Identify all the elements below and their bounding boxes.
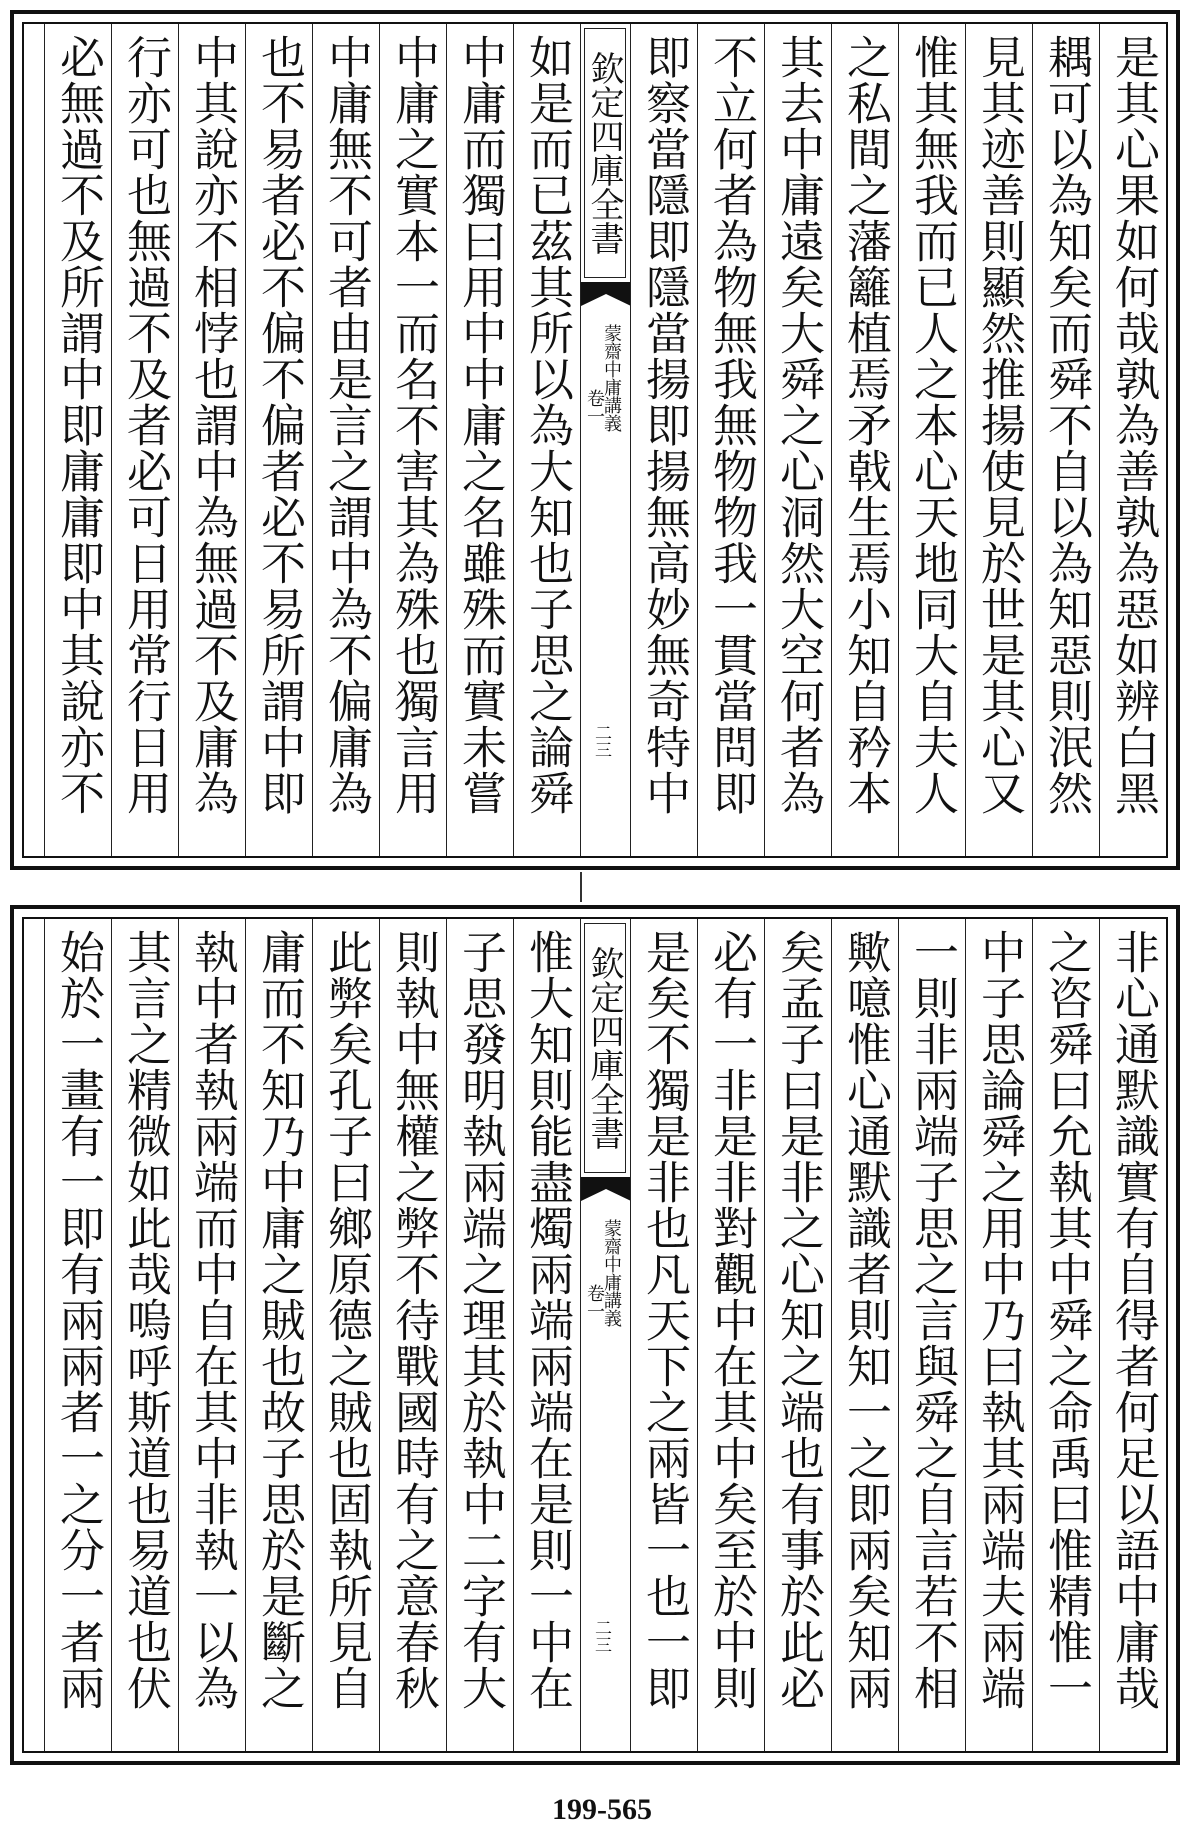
- upper-page-frame: [22, 22, 1168, 858]
- lower-page-columns: [24, 919, 1166, 1751]
- text-column: 歟噫惟心通默識者則知一之即兩矣知兩: [831, 919, 898, 1751]
- text-column: 執中者執兩端而中自在其中非執一以為: [178, 919, 245, 1751]
- text-column: 庸而不知乃中庸之賊也故子思於是斷之: [245, 919, 312, 1751]
- upper-page-columns: [24, 24, 1166, 856]
- center-juan: 卷一: [584, 1284, 605, 1320]
- upper-page: [10, 10, 1180, 870]
- text-column: 即察當隱即隱當揚即揚無高妙無奇特中: [630, 24, 697, 856]
- center-title: 欽定四庫全書: [584, 28, 626, 278]
- text-column: 必無過不及所謂中即庸庸即中其說亦不: [44, 24, 111, 856]
- center-strip: [580, 24, 630, 856]
- text-column: 必有一非是非對觀中在其中矣至於中則: [697, 919, 764, 1751]
- text-column: 不立何者為物無我無物物我一貫當問即: [697, 24, 764, 856]
- text-column: 一則非兩端子思之言與舜之自言若不相: [898, 919, 965, 1751]
- text-column: 惟大知則能盡燭兩端兩端在是則一中在: [513, 919, 580, 1751]
- text-column: 中庸之實本一而名不害其為殊也獨言用: [379, 24, 446, 856]
- text-column: 始於一畫有一即有兩兩者一之分一者兩: [44, 919, 111, 1751]
- text-column: 其言之精微如此哉嗚呼斯道也易道也伏: [111, 919, 178, 1751]
- text-column: 此弊矣孔子曰鄉原德之賊也固執所見自: [312, 919, 379, 1751]
- text-column: 中子思論舜之用中乃曰執其兩端夫兩端: [965, 919, 1032, 1751]
- center-strip: [580, 919, 630, 1751]
- page-divider: [580, 872, 582, 902]
- center-book-title: 蒙齋中庸講義: [601, 1219, 622, 1327]
- fishtail-mark: [581, 1177, 630, 1201]
- text-column: 子思發明執兩端之理其於執中二字有大: [446, 919, 513, 1751]
- text-column: 其去中庸遠矣大舜之心洞然大空何者為: [764, 24, 831, 856]
- text-column: 如是而已茲其所以為大知也子思之論舜: [513, 24, 580, 856]
- center-page-number: 二三: [591, 724, 611, 758]
- text-column: 之私間之藩籬植焉矛戟生焉小知自矜本: [831, 24, 898, 856]
- text-column: 中庸而獨曰用中中庸之名雖殊而實未嘗: [446, 24, 513, 856]
- text-column: 中庸無不可者由是言之謂中為不偏庸為: [312, 24, 379, 856]
- text-column: 矣孟子曰是非之心知之端也有事於此必: [764, 919, 831, 1751]
- center-title: 欽定四庫全書: [584, 923, 626, 1173]
- lower-page: [10, 905, 1180, 1765]
- text-column: 非心通默識實有自得者何足以語中庸哉: [1099, 919, 1166, 1751]
- text-column: 是其心果如何哉孰為善孰為惡如辨白黑: [1099, 24, 1166, 856]
- text-column: 也不易者必不偏不偏者必不易所謂中即: [245, 24, 312, 856]
- text-column: 耦可以為知矣而舜不自以為知惡則泯然: [1032, 24, 1099, 856]
- text-column: 則執中無權之弊不待戰國時有之意春秋: [379, 919, 446, 1751]
- fishtail-mark: [581, 282, 630, 306]
- text-column: 行亦可也無過不及者必可日用常行日用: [111, 24, 178, 856]
- center-page-number: 二三: [591, 1619, 611, 1653]
- center-juan: 卷一: [584, 389, 605, 425]
- text-column: 見其迹善則顯然推揚使見於世是其心又: [965, 24, 1032, 856]
- text-column: 惟其無我而已人之本心天地同大自夫人: [898, 24, 965, 856]
- page-footer-number: 199-565: [552, 1793, 652, 1826]
- center-book-title: 蒙齋中庸講義: [601, 324, 622, 432]
- lower-page-frame: [22, 917, 1168, 1753]
- text-column: 中其說亦不相悖也謂中為無過不及庸為: [178, 24, 245, 856]
- text-column: 是矣不獨是非也凡天下之兩皆一也一即: [630, 919, 697, 1751]
- text-column: 之咨舜曰允執其中舜之命禹曰惟精惟一: [1032, 919, 1099, 1751]
